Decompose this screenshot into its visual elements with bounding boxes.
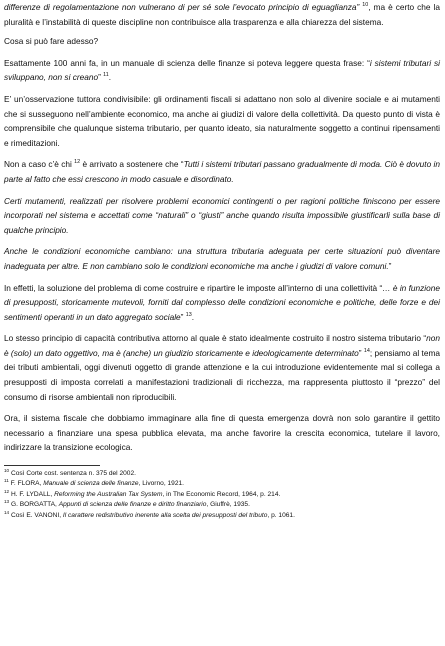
- footnote: [4, 469, 440, 479]
- footnote-reference: 11: [103, 72, 109, 79]
- paragraph: [4, 331, 440, 404]
- body-text: [4, 0, 440, 455]
- text-run: Non a caso c’è chi: [4, 159, 75, 170]
- italic-text: Tutti i sistemi tributari passano gradualmente di moda. Ciò è dovuto in parte al fatto che essi crescono in modo casuale e disordinato.: [4, 159, 440, 184]
- text-run: , in The Economic Record, 1964, p. 214.: [162, 490, 281, 498]
- text-run: ”: [180, 311, 186, 322]
- footnote-reference: 12: [4, 488, 10, 494]
- text-run: Cosa si può fare adesso?: [4, 36, 99, 47]
- paragraph: [4, 0, 440, 29]
- italic-text: differenze di regolamentazione non vulnerano di per sé sole l’evocato principio di eguaglianza”: [4, 2, 360, 12]
- document-page: [4, 0, 440, 521]
- paragraph: [4, 244, 440, 273]
- italic-text: i sistemi tributari si sviluppano, non si creano: [4, 57, 441, 83]
- footnote-reference: 14: [4, 509, 10, 515]
- footnote-reference: 14: [363, 347, 370, 354]
- paragraph: [4, 281, 440, 325]
- text-run: Così Corte cost. sentenza n. 375 del 2002.: [9, 470, 136, 478]
- footnote-reference: 10: [362, 2, 369, 8]
- footnote: [4, 511, 440, 521]
- italic-text: non è (solo) un dato oggettivo, ma è (anche) un giudizio storicamente e ideologicamente determinato: [4, 333, 440, 358]
- footnote-reference: 13: [4, 499, 10, 505]
- text-run: G. BORGATTA,: [9, 501, 59, 509]
- italic-text: Appunti di scienza delle finanze e diritto finanziario: [58, 501, 207, 509]
- text-run: , Livorno, 1921.: [138, 480, 185, 488]
- footnote: [4, 479, 440, 489]
- paragraph: [4, 56, 440, 85]
- paragraph: [4, 411, 440, 455]
- footnote-separator: [4, 465, 100, 466]
- text-run: E’ un’osservazione tuttora condivisibile: gli ordinamenti fiscali si adattano non solo al divenire sociale e ai mutamenti che si susseguono nell’ambiente economico, ma anche ai giudizi di valore della collettività. Da questo punto di vista è comprensibile che qualunque sistema tributario, per quanto ideato, sia naturalmente soggetto a continui ripensamenti e rimeditazioni.: [4, 93, 440, 148]
- text-run: .: [108, 72, 112, 83]
- text-run: , Giuffrè, 1935.: [206, 501, 250, 509]
- paragraph: [4, 157, 440, 186]
- footnote-reference: 10: [4, 468, 10, 474]
- text-run: è arrivato a sostenere che “: [80, 159, 184, 170]
- footnotes: [4, 469, 440, 521]
- footnote-reference: 13: [185, 311, 192, 318]
- paragraph: [4, 34, 440, 49]
- text-run: F. FLORA,: [8, 480, 44, 488]
- text-run: ”: [358, 347, 364, 358]
- text-run: , ma è certo che la pluralità e l’instabilità di queste discipline non contribuisce alla trasparenza e alla chiarezza del sistema.: [4, 2, 440, 27]
- text-run: In effetti, la soluzione del problema di come costruire e ripartire le imposte all’interno di una collettività “: [4, 282, 383, 293]
- footnote: [4, 490, 440, 500]
- footnote-reference: 12: [74, 159, 81, 166]
- text-run: , p. 1061.: [267, 511, 295, 519]
- italic-text: Anche le condizioni economiche cambiano: una struttura tributaria adeguata per certe situazioni può diventare inadeguata per altre. E non cambiano solo le condizioni economiche ma anche i giudizi di valore comuni.: [4, 246, 440, 271]
- italic-text: Il carattere redistributivo inerente alla scelta dei presupposti del tributo: [62, 511, 268, 519]
- text-run: ; pensiamo al tema dei tributi ambientali, oggi divenuti oggetto di grande attenzione e la cui introduzione evidentemente mal si collega a presupposti di imposta correlati a manifestazioni tradizionali di ricchezza, ma rappresenta piuttosto il “prezzo” del consumo di risorse ambientali non riproducibili.: [4, 347, 440, 402]
- text-run: Ora, il sistema fiscale che dobbiamo immaginare alla fine di questa emergenza dovrà non solo garantire il gettito necessario a finanziare una spesa pubblica elevata, ma anche favorire la crescita economica, tutelare il lavoro, indirizzare la transizione ecologica.: [4, 413, 440, 453]
- paragraph: [4, 92, 440, 150]
- text-run: Così E. VANONI,: [9, 511, 63, 519]
- text-run: ”: [388, 260, 392, 271]
- footnote: [4, 500, 440, 510]
- italic-text: … è in funzione di presupposti, storicamente mutevoli, forniti dal complesso delle condizioni economiche e politiche, delle forze e dei sentimenti operanti in un dato aggregato sociale: [4, 282, 440, 322]
- text-run: Lo stesso principio di capacità contributiva attorno al quale è stato idealmente costruito il nostro sistema tributario “: [4, 333, 427, 344]
- italic-text: Manuale di scienza delle finanze: [43, 480, 139, 488]
- text-run: .: [191, 311, 195, 322]
- text-run: Esattamente 100 anni fa, in un manuale di scienza delle finanze si poteva leggere questa frase: “: [4, 57, 370, 68]
- footnote-reference: 11: [4, 478, 9, 484]
- text-run: H. F. LYDALL,: [9, 490, 55, 498]
- italic-text: Certi mutamenti, realizzati per risolvere problemi economici contingenti o per ragioni politiche finiscono per essere incorporati nel sistema e accettati come “naturali” o “giusti” anche quando risulta impossibile giustificarli sulla base di qualche principio.: [4, 195, 440, 235]
- italic-text: Reforming the Australian Tax System: [54, 490, 163, 498]
- text-run: ”: [98, 72, 104, 83]
- paragraph: [4, 194, 440, 238]
